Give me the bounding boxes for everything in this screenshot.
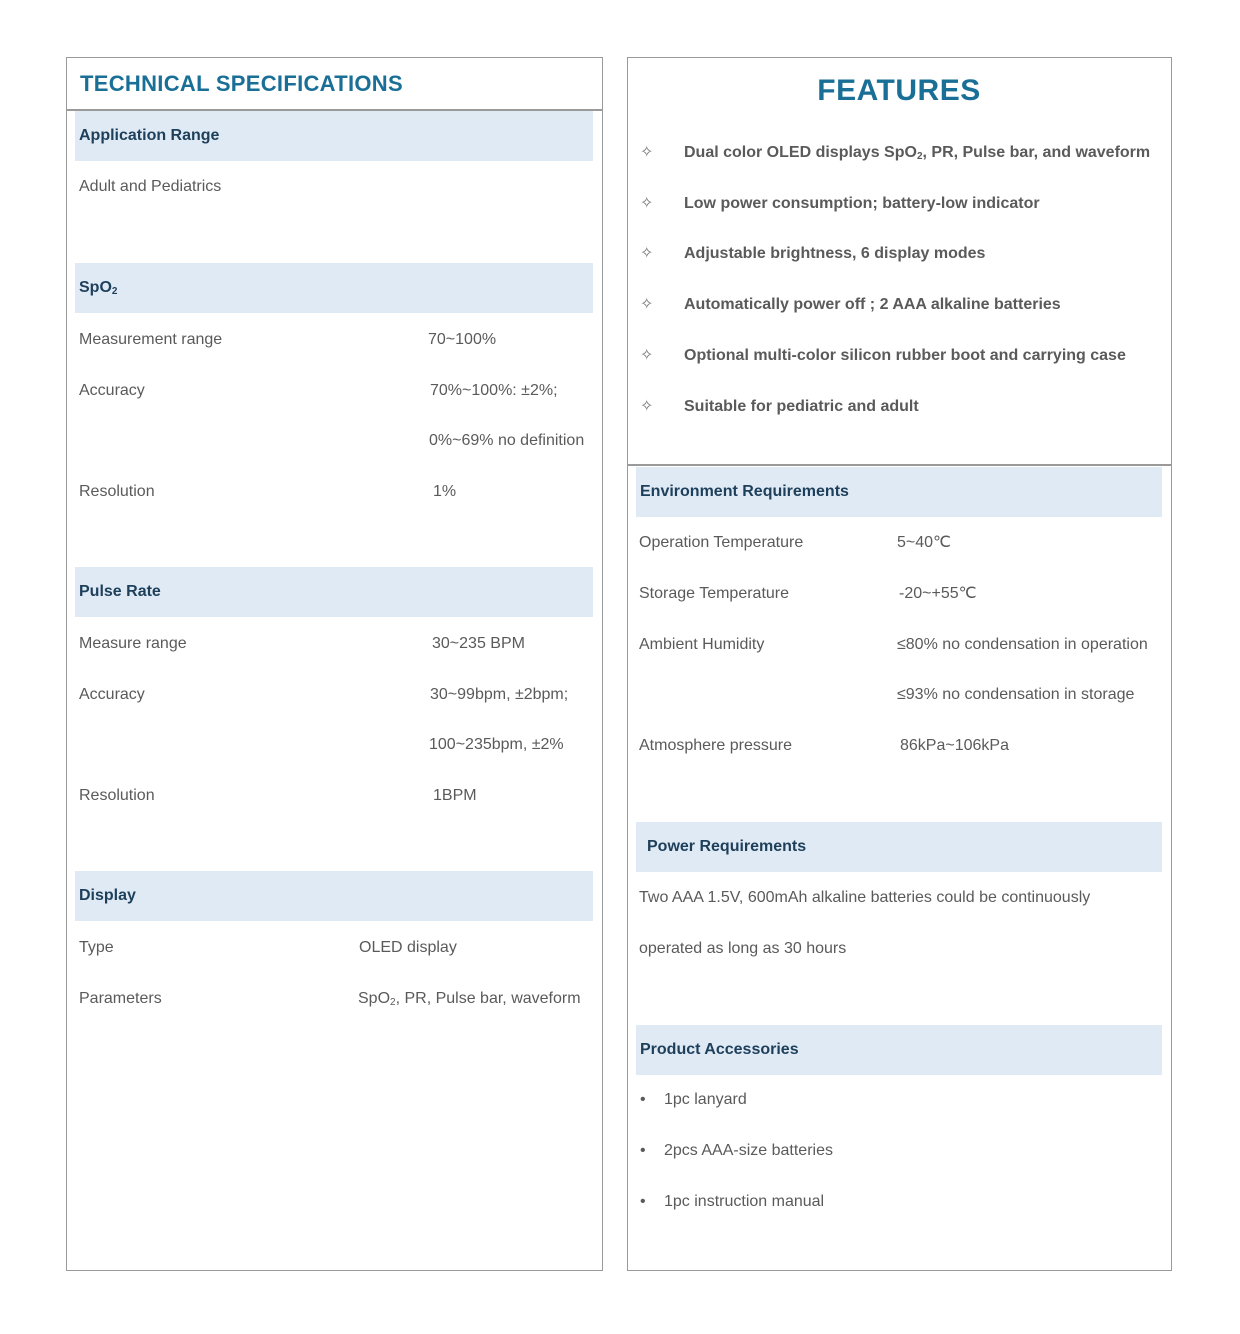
list-item: • 1pc lanyard [640,1091,747,1108]
storage-temperature-value: -20~+55℃ [899,585,977,602]
application-range-value: Adult and Pediatrics [79,178,222,195]
display-parameters-value: SpO$_2$, PR, Pulse bar, waveform [358,990,581,1008]
power-requirements-label: Power Requirements [647,838,807,855]
operation-temperature-value: 5~40℃ [897,534,952,551]
list-item: • 2pcs AAA-size batteries [640,1142,833,1159]
ambient-humidity-value-2: ≤93% no condensation in storage [897,686,1135,703]
spec-panel-frame [66,57,603,1271]
pulse-measure-range-value: 30~235 BPM [432,635,525,652]
features-panel-frame [627,57,1172,1271]
features-title: FEATURES [817,74,981,107]
power-requirements-text-2: operated as long as 30 hours [639,940,847,957]
display-header [75,871,593,921]
spo2-accuracy-label: Accuracy [79,382,145,399]
spo2-measurement-range-value: 70~100% [428,331,497,348]
bullet-icon: • [640,1091,646,1108]
sparkle-icon: ✧ [640,195,654,212]
pulse-resolution-label: Resolution [79,787,155,804]
display-type-label: Type [79,939,114,956]
pulse-resolution-value: 1BPM [433,787,477,804]
bullet-icon: • [640,1193,646,1210]
pulse-accuracy-label: Accuracy [79,686,145,703]
spo2-measurement-range-label: Measurement range [79,331,223,348]
operation-temperature-label: Operation Temperature [639,534,804,551]
display-type-value: OLED display [359,939,457,956]
product-accessories-label: Product Accessories [640,1041,799,1058]
spo2-label: SpO$_2$ [79,279,118,297]
environment-requirements-label: Environment Requirements [640,483,849,500]
storage-temperature-label: Storage Temperature [639,585,790,602]
feature-item: ✧ Low power consumption; battery-low indicator [640,195,1040,212]
environment-requirements-header [636,467,1162,517]
sparkle-icon: ✧ [640,347,654,364]
sparkle-icon: ✧ [640,296,654,313]
feature-item: ✧ Suitable for pediatric and adult [640,398,919,415]
atmosphere-pressure-label: Atmosphere pressure [639,737,792,754]
power-requirements-header [636,822,1162,872]
spo2-resolution-label: Resolution [79,483,155,500]
spo2-resolution-value: 1% [433,483,457,500]
features-divider [628,464,1171,466]
feature-item: ✧ Optional multi-color silicon rubber boot and carrying case [640,347,1126,364]
product-accessories-header [636,1025,1162,1075]
atmosphere-pressure-value: 86kPa~106kPa [900,737,1009,754]
sparkle-icon: ✧ [640,144,654,161]
spo2-accuracy-value: 70%~100%: ±2%; [430,382,558,399]
pulse-accuracy-value: 30~99bpm, ±2bpm; [430,686,569,703]
pulse-accuracy-value-2: 100~235bpm, ±2% [429,736,564,753]
list-item: • 1pc instruction manual [640,1193,825,1210]
feature-item: ✧ Adjustable brightness, 6 display modes [640,245,986,262]
application-range-label: Application Range [79,127,220,144]
spo2-header [75,263,593,313]
sparkle-icon: ✧ [640,245,654,262]
display-parameters-label: Parameters [79,990,162,1007]
feature-item: ✧ Dual color OLED displays SpO$_2$, PR, Pulse bar, and waveform [640,144,1151,162]
pulse-measure-range-label: Measure range [79,635,187,652]
pulse-rate-header [75,567,593,617]
spo2-accuracy-value-2: 0%~69% no definition [429,432,585,449]
pulse-rate-label: Pulse Rate [79,583,161,600]
power-requirements-text-1: Two AAA 1.5V, 600mAh alkaline batteries could be continuously [639,889,1091,906]
feature-item: ✧ Automatically power off ; 2 AAA alkaline batteries [640,296,1061,313]
ambient-humidity-label: Ambient Humidity [639,636,765,653]
ambient-humidity-value: ≤80% no condensation in operation [897,636,1148,653]
technical-specifications-title: TECHNICAL SPECIFICATIONS [80,71,403,96]
application-range-header [75,111,593,161]
bullet-icon: • [640,1142,646,1159]
display-label: Display [79,887,136,904]
sparkle-icon: ✧ [640,398,654,415]
